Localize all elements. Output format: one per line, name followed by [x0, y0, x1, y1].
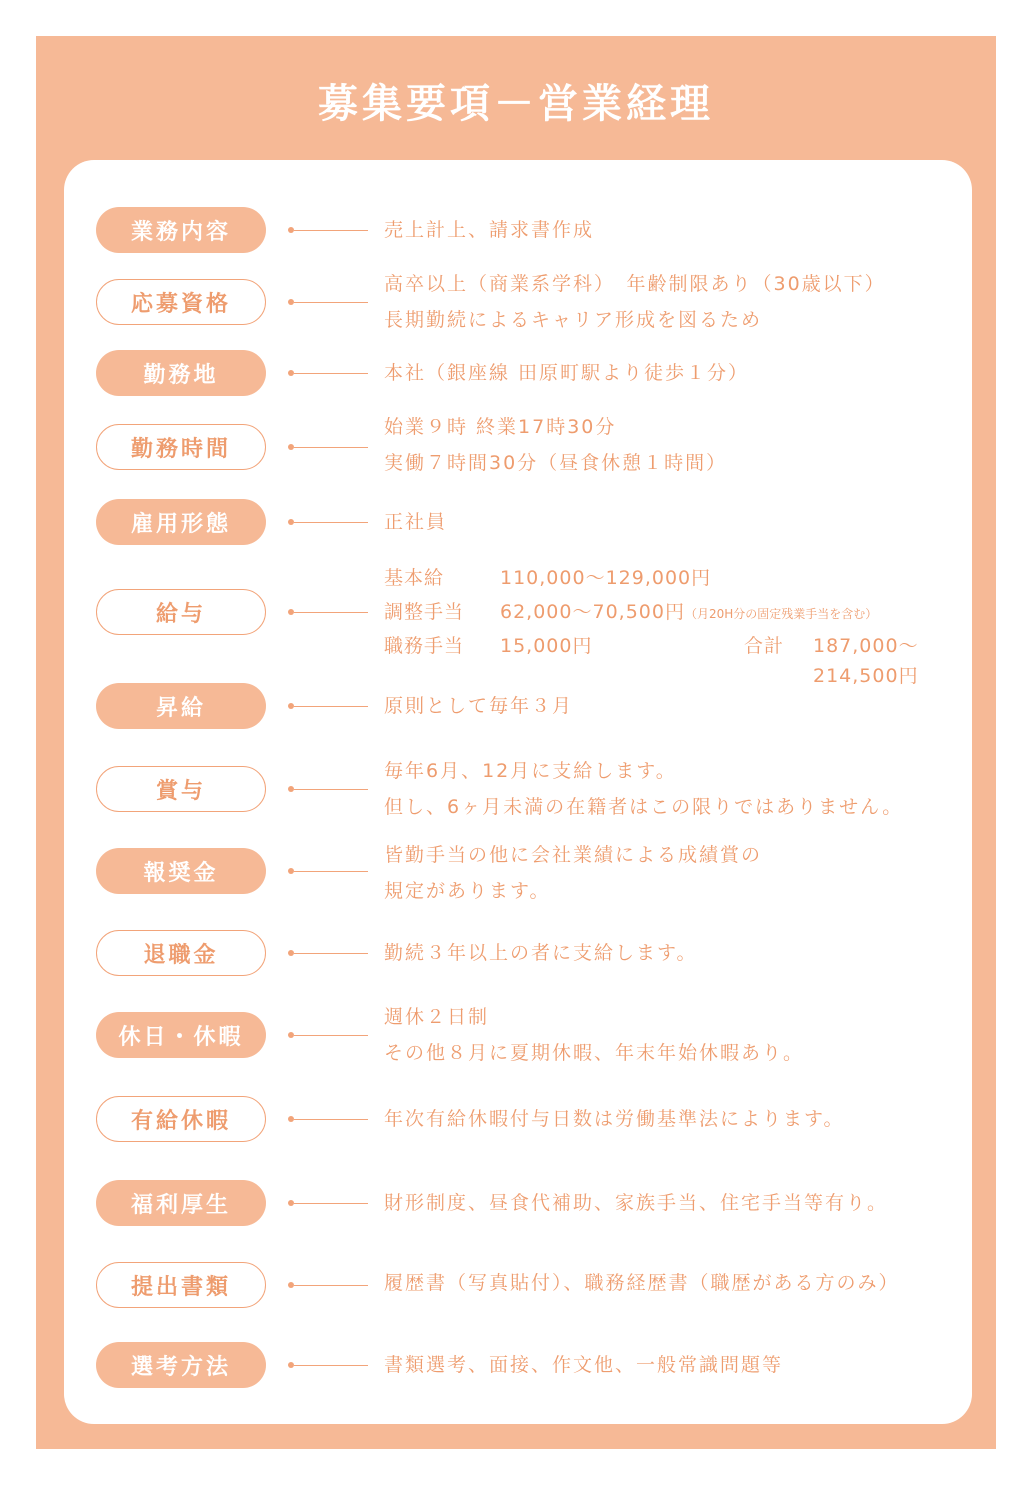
connector — [288, 1200, 368, 1206]
value-line: 皆勤手当の他に会社業績による成績賞の — [384, 844, 763, 866]
salary-total-value-continued: 214,500円 — [813, 665, 919, 687]
value-line: 売上計上、請求書作成 — [384, 219, 595, 241]
label-pill: 提出書類 — [96, 1262, 266, 1308]
connector — [288, 609, 368, 615]
value-line: 勤続３年以上の者に支給します。 — [384, 942, 698, 964]
value-line: 毎年6月、12月に支給します。 — [384, 760, 677, 782]
connector — [288, 444, 368, 450]
value-line: 原則として毎年３月 — [384, 695, 574, 717]
connector — [288, 1362, 368, 1368]
value-line: 但し、6ヶ月未満の在籍者はこの限りではありません。 — [384, 796, 904, 818]
salary-total-value: 187,000～ — [813, 635, 919, 657]
label-pill: 勤務地 — [96, 350, 266, 396]
value-line: 書類選考、面接、作文他、一般常識問題等 — [384, 1354, 784, 1376]
value-line: 始業９時 終業17時30分 — [384, 416, 617, 438]
label-pill: 退職金 — [96, 930, 266, 976]
label-pill: 休日・休暇 — [96, 1012, 266, 1058]
salary-adjust-label: 調整手当 — [384, 601, 465, 623]
label-pill: 給与 — [96, 589, 266, 635]
value-line: その他８月に夏期休暇、年末年始休暇あり。 — [384, 1042, 805, 1064]
connector — [288, 299, 368, 305]
connector — [288, 950, 368, 956]
value-line: 高卒以上（商業系学科） 年齢制限あり（30歳以下） — [384, 273, 886, 295]
connector — [288, 868, 368, 874]
salary-duty-value: 15,000円 — [500, 635, 593, 657]
connector — [288, 227, 368, 233]
label-pill: 業務内容 — [96, 207, 266, 253]
label-pill: 勤務時間 — [96, 424, 266, 470]
label-pill: 雇用形態 — [96, 499, 266, 545]
label-pill: 福利厚生 — [96, 1180, 266, 1226]
page-title: 募集要項－営業経理 — [318, 81, 714, 127]
connector — [288, 1116, 368, 1122]
connector — [288, 786, 368, 792]
label-pill: 応募資格 — [96, 279, 266, 325]
salary-base-label: 基本給 — [384, 567, 445, 589]
connector — [288, 1032, 368, 1038]
label-pill: 昇給 — [96, 683, 266, 729]
connector — [288, 703, 368, 709]
value-line: 財形制度、昼食代補助、家族手当、住宅手当等有り。 — [384, 1192, 889, 1214]
salary-base-value: 110,000～129,000円 — [500, 567, 712, 589]
value-line: 実働７時間30分（昼食休憩１時間） — [384, 452, 728, 474]
salary-total-label: 合計 — [744, 635, 785, 657]
value-line: 規定があります。 — [384, 880, 551, 902]
label-pill: 有給休暇 — [96, 1096, 266, 1142]
salary-adjust-note: （月20H分の固定残業手当を含む） — [684, 607, 878, 621]
label-pill: 選考方法 — [96, 1342, 266, 1388]
value-line: 本社（銀座線 田原町駅より徒歩１分） — [384, 362, 750, 384]
value-line: 長期勤続によるキャリア形成を図るため — [384, 309, 763, 331]
salary-duty-label: 職務手当 — [384, 635, 465, 657]
connector — [288, 1282, 368, 1288]
salary-adjust-value — [500, 595, 877, 631]
label-pill: 賞与 — [96, 766, 266, 812]
value-line: 年次有給休暇付与日数は労働基準法によります。 — [384, 1108, 845, 1130]
connector — [288, 370, 368, 376]
salary-adjust-amount: 62,000～70,500円 — [500, 601, 685, 623]
connector — [288, 519, 368, 525]
value-line: 正社員 — [384, 511, 448, 533]
value-line: 履歴書（写真貼付）、職務経歴書（職歴がある方のみ） — [384, 1272, 900, 1294]
value-line: 週休２日制 — [384, 1006, 490, 1028]
label-pill: 報奨金 — [96, 848, 266, 894]
